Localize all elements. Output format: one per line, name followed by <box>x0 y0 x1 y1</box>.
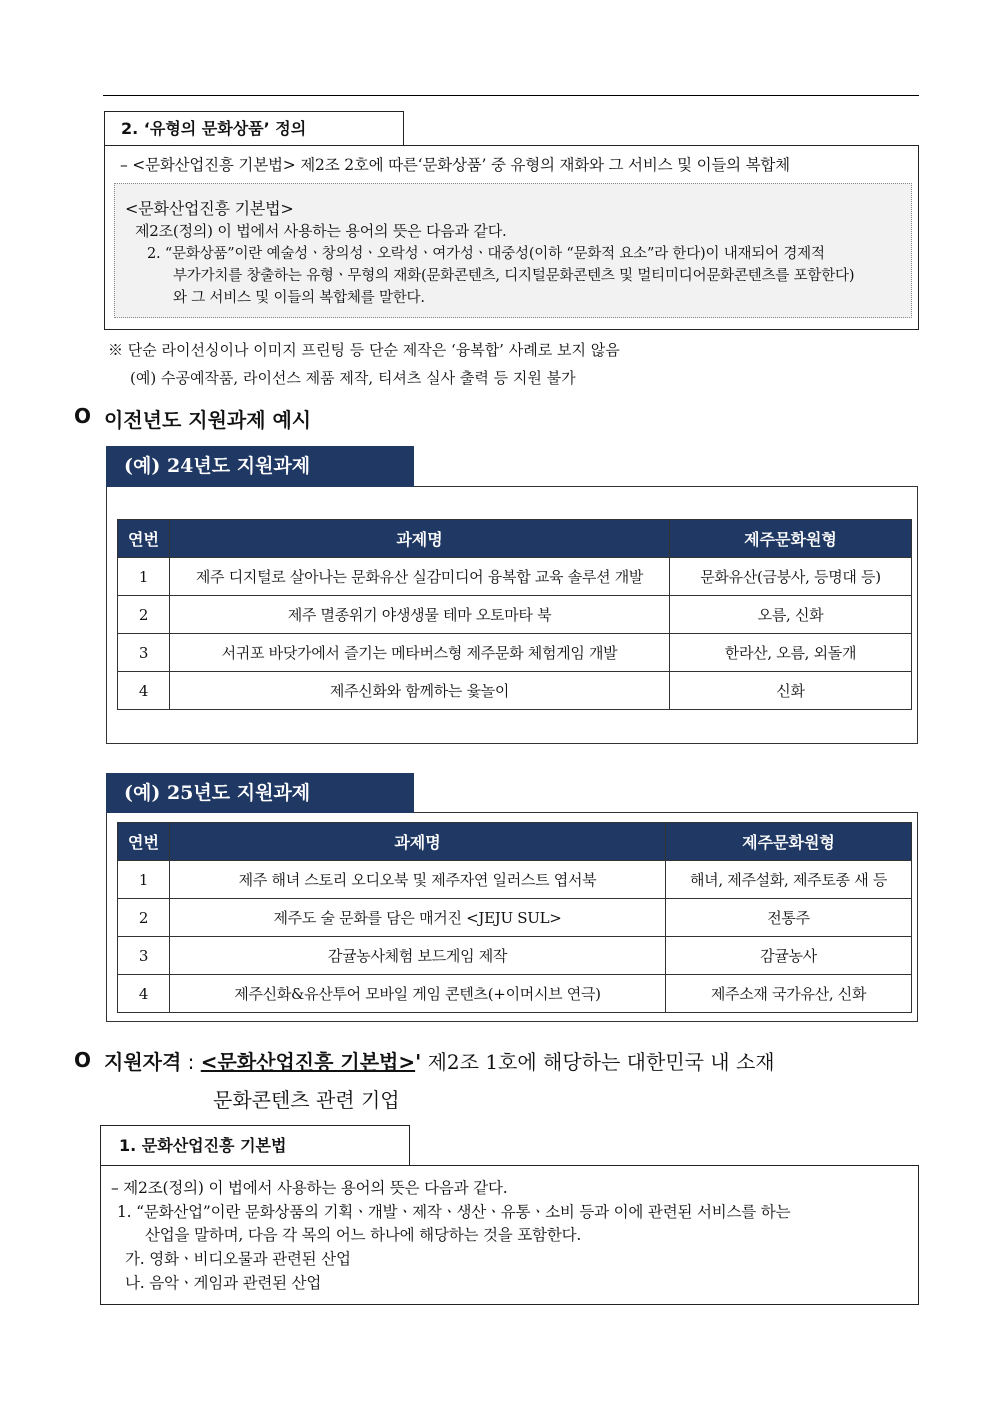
cell-heritage: 오름, 신화 <box>670 596 912 634</box>
eligibility-quote-mark: ' <box>415 1050 422 1074</box>
cell-project: 제주 멸종위기 야생생물 테마 오토마타 북 <box>170 596 670 634</box>
law-excerpt-item-line: 2. “문화상품”이란 예술성ㆍ창의성ㆍ오락성ㆍ여가성ㆍ대중성(이하 “문화적 요소”라 한다)이 내재되어 경제적 <box>147 246 825 262</box>
law-excerpt-box <box>114 183 912 318</box>
column-header: 제주문화원형 <box>666 823 912 861</box>
basic-law-tab-title: 1. 문화산업진흥 기본법 <box>100 1125 410 1165</box>
note-exclusion: ※ 단순 라이선싱이나 이미지 프린팅 등 단순 제작은 ‘융복합’ 사례로 보지 않음 <box>108 341 620 359</box>
definition-summary: – <문화산업진흥 기본법> 제2조 2호에 따른‘문화상품’ 중 유형의 재화와 그 서비스 및 이들의 복합체 <box>120 156 790 174</box>
column-header: 연번 <box>118 520 170 558</box>
cell-project: 제주신화와 함께하는 윷놀이 <box>170 672 670 710</box>
cell-heritage: 문화유산(금붕사, 등명대 등) <box>670 558 912 596</box>
cell-heritage: 감귤농사 <box>666 937 912 975</box>
law-excerpt-item-line: 부가가치를 창출하는 유형ㆍ무형의 재화(문화콘텐츠, 디지털문화콘텐츠 및 멀티미디어문화콘텐츠를 포함한다) <box>173 268 855 284</box>
table-24 <box>117 519 912 710</box>
table-row <box>118 558 912 596</box>
table-24-tab-title: (예) 24년도 지원과제 <box>106 446 414 487</box>
cell-project: 감귤농사체험 보드게임 제작 <box>170 937 666 975</box>
eligibility-line <box>104 1046 775 1075</box>
section-bullet-icon: O <box>74 1048 92 1072</box>
column-header: 과제명 <box>170 520 670 558</box>
table-row <box>118 596 912 634</box>
cell-number: 1 <box>118 861 170 899</box>
eligibility-text-cont: 문화콘텐츠 관련 기업 <box>213 1088 400 1112</box>
cell-number: 4 <box>118 672 170 710</box>
table-row <box>118 937 912 975</box>
law-excerpt-article: 제2조(정의) 이 법에서 사용하는 용어의 뜻은 다음과 같다. <box>135 222 507 240</box>
examples-heading: 이전년도 지원과제 예시 <box>104 408 312 432</box>
table-row <box>118 861 912 899</box>
table-row <box>118 899 912 937</box>
column-header: 과제명 <box>170 823 666 861</box>
note-example: (예) 수공예작품, 라이선스 제품 제작, 티셔츠 실사 출력 등 지원 불가 <box>130 369 576 387</box>
table-row <box>118 634 912 672</box>
basic-law-box <box>100 1165 919 1305</box>
cell-project: 제주 디지털로 살아나는 문화유산 실감미디어 융복합 교육 솔루션 개발 <box>170 558 670 596</box>
column-header: 제주문화원형 <box>670 520 912 558</box>
law-excerpt-item-line: 와 그 서비스 및 이들의 복합체를 말한다. <box>173 290 425 306</box>
table-row <box>118 672 912 710</box>
cell-number: 1 <box>118 558 170 596</box>
eligibility-text: 제2조 1호에 해당하는 대한민국 내 소재 <box>427 1050 775 1074</box>
cell-project: 서귀포 바닷가에서 즐기는 메타버스형 제주문화 체험게임 개발 <box>170 634 670 672</box>
cell-heritage: 제주소재 국가유산, 신화 <box>666 975 912 1013</box>
cell-heritage: 해녀, 제주설화, 제주토종 새 등 <box>666 861 912 899</box>
basic-law-line: 가. 영화ㆍ비디오물과 관련된 산업 <box>125 1250 351 1268</box>
cell-heritage: 전통주 <box>666 899 912 937</box>
eligibility-law-name: <문화산업진흥 기본법> <box>200 1050 416 1074</box>
basic-law-line: 산업을 말하며, 다음 각 목의 어느 하나에 해당하는 것을 포함한다. <box>145 1226 582 1244</box>
cell-project: 제주 해녀 스토리 오디오북 및 제주자연 일러스트 엽서북 <box>170 861 666 899</box>
table-25 <box>117 822 912 1013</box>
basic-law-line: 1. “문화산업”이란 문화상품의 기획ㆍ개발ㆍ제작ㆍ생산ㆍ유통ㆍ소비 등과 이에 관련된 서비스를 하는 <box>117 1203 791 1221</box>
cell-project: 제주신화&유산투어 모바일 게임 콘텐츠(+이머시브 연극) <box>170 975 666 1013</box>
cell-number: 3 <box>118 937 170 975</box>
definition-tab-title: 2. ‘유형의 문화상품’ 정의 <box>104 111 404 145</box>
cell-number: 2 <box>118 899 170 937</box>
column-header: 연번 <box>118 823 170 861</box>
table-25-tab-title: (예) 25년도 지원과제 <box>106 773 414 813</box>
cell-number: 2 <box>118 596 170 634</box>
cell-project: 제주도 술 문화를 담은 매거진 <JEJU SUL> <box>170 899 666 937</box>
basic-law-line: – 제2조(정의) 이 법에서 사용하는 용어의 뜻은 다음과 같다. <box>111 1179 508 1197</box>
law-excerpt-title: <문화산업진흥 기본법> <box>125 199 294 218</box>
basic-law-line: 나. 음악ㆍ게임과 관련된 산업 <box>125 1274 322 1292</box>
eligibility-colon: : <box>187 1050 195 1074</box>
cell-heritage: 신화 <box>670 672 912 710</box>
eligibility-label: 지원자격 <box>104 1050 182 1074</box>
cell-heritage: 한라산, 오름, 외돌개 <box>670 634 912 672</box>
top-rule <box>103 95 919 96</box>
cell-number: 4 <box>118 975 170 1013</box>
section-bullet-icon: O <box>74 404 92 428</box>
cell-number: 3 <box>118 634 170 672</box>
table-row <box>118 975 912 1013</box>
